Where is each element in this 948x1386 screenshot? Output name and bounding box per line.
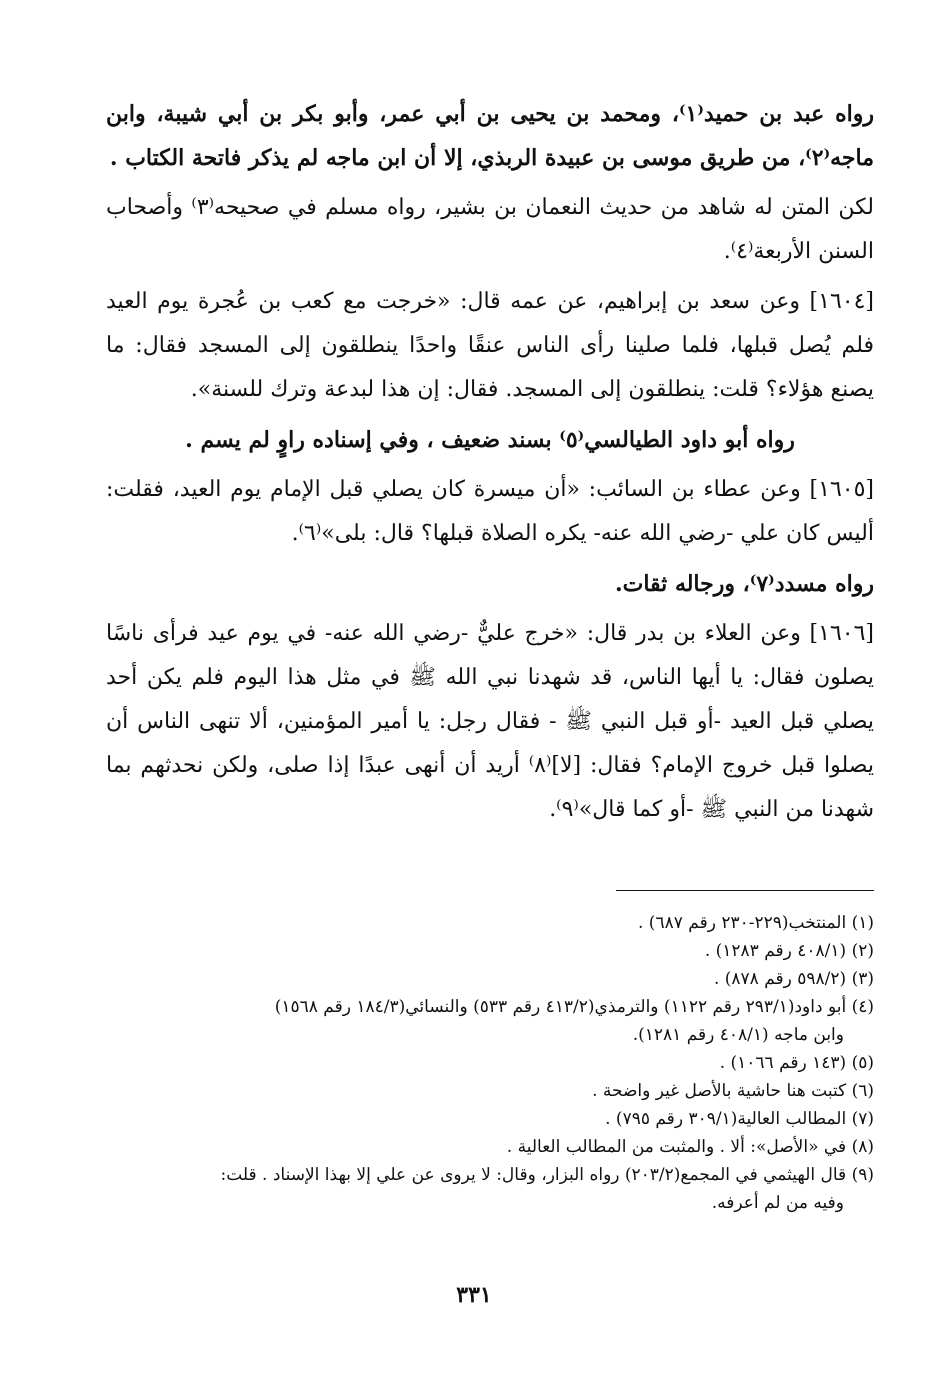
hadith-1606: [١٦٠٦] وعن العلاء بن بدر قال: «خرج عليٌّ -رضي الله عنه- في يوم عيد فرأى ناسًا يصلون فقال: يا أيها الناس، قد شهدنا نبي الله ﷺ في مثل هذا اليوم فلم يكن أحد يصلي قبل العيد -أو قبل النبي ﷺ - فقال رجل: يا أمير المؤمنين، ألا تنهى الناس أن يصلوا قبل خروج الإمام؟ فقال: [لا]⁽٨⁾ أريد أن أنهى عبدًا إذا صلى، ولكن نحدثهم بما شهدنا من النبي ﷺ -أو كما قال»⁽٩⁾. xyxy=(106,621,875,822)
hadith-1605: [١٦٠٥] وعن عطاء بن السائب: «أن ميسرة كان يصلي قبل الإمام يوم العيد، فقلت: أليس كان علي -رضي الله عنه- يكره الصلاة قبلها؟ قال: بلى»⁽٦⁾. xyxy=(106,477,874,546)
footnote-1: (١) المنتخب(٢٢٩-٢٣٠ رقم ٦٨٧) . xyxy=(638,913,874,933)
paragraph-2: لكن المتن له شاهد من حديث النعمان بن بشير، رواه مسلم في صحيحه⁽٣⁾ وأصحاب السنن الأربعة⁽٤⁾. xyxy=(106,195,874,264)
footnote-separator xyxy=(106,876,874,895)
footnote-9: (٩) قال الهيثمي في المجمع(٢٠٣/٢) رواه البزار، وقال: لا يروى عن علي إلا بهذا الإسناد . قلت: وفيه من لم أعرفه. xyxy=(106,1161,874,1217)
footnote-4: (٤) أبو داود(٢٩٣/١ رقم ١١٢٢) والترمذي(٤١٣/٢ رقم ٥٣٣) والنسائي(١٨٤/٣ رقم ١٥٦٨) وابن ماجه (٤٠٨/١ رقم ١٢٨١). xyxy=(106,993,874,1049)
footnote-8: (٨) في «الأصل»: ألا . والمثبت من المطالب العالية . xyxy=(506,1137,874,1157)
footnote-7: (٧) المطالب العالية(٣٠٩/١ رقم ٧٩٥) . xyxy=(605,1109,874,1129)
footnote-6: (٦) كتبت هنا حاشية بالأصل غير واضحة . xyxy=(592,1081,874,1101)
footnotes xyxy=(106,909,874,1217)
footnote-3: (٣) (٥٩٨/٢ رقم ٨٧٨) . xyxy=(713,969,874,989)
footnote-9-continuation: وفيه من لم أعرفه. xyxy=(711,1193,844,1213)
hadith-1604: [١٦٠٤] وعن سعد بن إبراهيم، عن عمه قال: «خرجت مع كعب بن عُجرة يوم العيد فلم يُصل قبلها، فلما صلينا رأى الناس عنقًا واحدًا ينطلقون إلى المسجد فقال: ما يصنع هؤلاء؟ قلت: ينطلقون إلى المسجد. فقال: إن هذا لبدعة وترك للسنة». xyxy=(106,289,874,402)
footnote-4-continuation: وابن ماجه (٤٠٨/١ رقم ١٢٨١). xyxy=(632,1025,844,1045)
page-number: ٣٣١ xyxy=(456,1282,492,1308)
paragraph-1: رواه عبد بن حميد⁽١⁾، ومحمد بن يحيى بن أبي عمر، وأبو بكر بن أبي شيبة، وابن ماجه⁽٢⁾، من طريق موسى بن عبيدة الربذي، إلا أن ابن ماجه لم يذكر فاتحة الكتاب . xyxy=(106,101,874,171)
paragraph-4: رواه أبو داود الطيالسي⁽٥⁾ بسند ضعيف ، وفي إسناده راوٍ لم يسم . xyxy=(185,427,795,453)
footnote-5: (٥) (١٤٣ رقم ١٠٦٦) . xyxy=(719,1053,874,1073)
footnote-2: (٢) (٤٠٨/١ رقم ١٢٨٣) . xyxy=(704,941,874,961)
paragraph-6: رواه مسدد⁽٧⁾، ورجاله ثقات. xyxy=(614,571,874,597)
